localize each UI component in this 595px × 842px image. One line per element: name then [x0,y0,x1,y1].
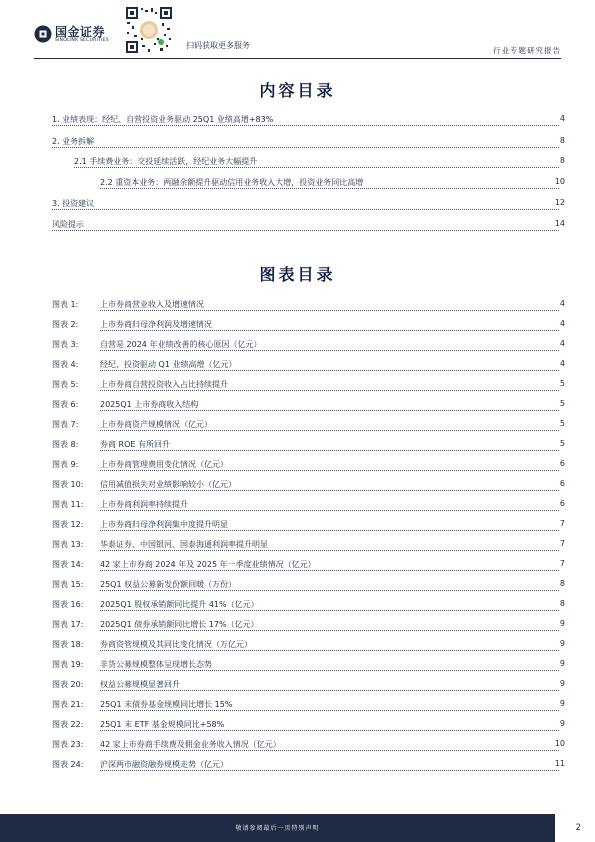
scan-for-service-text: 扫码获取更多服务 [186,41,250,50]
figure-number: 图表 23: [52,740,84,749]
figure-number: 图表 8: [52,440,79,449]
figure-number: 图表 24: [52,760,84,769]
figure-title[interactable]: 券商 ROE 有所回升 [100,440,170,449]
figure-page: 9 [553,719,565,728]
figure-title[interactable]: 2025Q1 债券承销额同比增长 17%（亿元） [100,620,259,629]
figure-list-item[interactable] [0,439,595,453]
figure-title[interactable]: 华泰证券、中国银河、国泰海通利润率提升明显 [100,540,268,549]
figure-number: 图表 12: [52,520,84,529]
figure-page: 8 [553,599,565,608]
figure-number: 图表 11: [52,500,84,509]
toc-item[interactable] [0,114,595,128]
figure-title[interactable]: 2025Q1 上市券商收入结构 [100,400,199,409]
toc-title: 内容目录 [259,81,336,100]
figure-list-item[interactable] [0,659,595,673]
figure-list-item[interactable] [0,719,595,733]
figure-title[interactable]: 上市券商自营投资收入占比持续提升 [100,380,228,389]
figure-page: 5 [553,399,565,408]
header-divider [34,58,561,59]
figure-number: 图表 18: [52,640,84,649]
figure-page: 7 [553,519,565,528]
figure-title[interactable]: 非货公募规模整体呈现增长态势 [100,660,212,669]
figure-list-item[interactable] [0,459,595,473]
figure-title[interactable]: 经纪、投资驱动 Q1 业绩高增（亿元） [100,360,237,369]
figure-page: 8 [553,579,565,588]
figure-page: 6 [553,499,565,508]
figure-list-item[interactable] [0,539,595,553]
toc-item-label[interactable]: 1. 业绩表现：经纪、自营投资业务驱动 25Q1 业绩高增+83% [52,115,274,124]
figure-page: 4 [553,339,565,348]
figure-title[interactable]: 25Q1 末债券基金规模同比增长 15% [100,700,233,709]
figure-list-item[interactable] [0,639,595,653]
figure-list-item[interactable] [0,299,595,313]
figure-page: 6 [553,459,565,468]
figure-page: 4 [553,299,565,308]
figure-number: 图表 6: [52,400,79,409]
figure-list-item[interactable] [0,379,595,393]
figure-title[interactable]: 上市券商管理费用变化情况（亿元） [100,460,228,469]
figure-page: 5 [553,379,565,388]
sinolink-logo-icon [34,25,52,43]
toc-item-label[interactable]: 风险提示 [52,220,84,229]
figure-page: 4 [553,319,565,328]
figure-title[interactable]: 42 家上市券商 2024 年及 2025 年一季度业绩情况（亿元） [100,560,316,569]
figure-page: 9 [553,619,565,628]
figure-list-title: 图表目录 [259,265,336,284]
figure-list-item[interactable] [0,359,595,373]
figure-page: 7 [553,539,565,548]
figure-number: 图表 22: [52,720,84,729]
leader-dots [52,219,559,231]
figure-page: 5 [553,419,565,428]
toc-item[interactable] [0,136,595,150]
figure-title[interactable]: 自营是 2024 年业绩改善的核心原因（亿元） [100,340,262,349]
figure-title[interactable]: 上市券商归母净利润及增速情况 [100,320,212,329]
figure-page: 9 [553,679,565,688]
toc-item[interactable] [0,198,595,212]
figure-list-item[interactable] [0,599,595,613]
toc-subitem-label[interactable]: 2.2 重资本业务：两融余额提升驱动信用业务收入大增，投资业务同比高增 [100,178,364,187]
figure-title[interactable]: 券商资管规模及其同比变化情况（万亿元） [100,640,252,649]
figure-title[interactable]: 25Q1 权益公募新发份额回暖（万份） [100,580,237,589]
toc-subitem[interactable] [0,156,595,170]
figure-title[interactable]: 信用减值损失对业绩影响较小（亿元） [100,480,236,489]
toc-item-label[interactable]: 3. 投资建议 [52,199,95,208]
figure-title[interactable]: 2025Q1 股权承销额同比提升 41%（亿元） [100,600,259,609]
figure-list-item[interactable] [0,619,595,633]
brand-name: 国金证券 [55,25,106,39]
figure-number: 图表 7: [52,420,79,429]
figure-number: 图表 16: [52,600,84,609]
figure-list-item[interactable] [0,499,595,513]
figure-number: 图表 5: [52,380,79,389]
footer-bar [0,814,555,842]
figure-page: 10 [554,739,565,748]
leader-dots [52,136,559,148]
figure-list-item[interactable] [0,479,595,493]
figure-title[interactable]: 上市券商资产规模情况（亿元） [100,420,212,429]
figure-title[interactable]: 上市券商利润率持续提升 [100,500,188,509]
leader-dots [52,198,559,210]
figure-title[interactable]: 25Q1 末 ETF 基金规模同比+58% [100,720,225,729]
figure-number: 图表 20: [52,680,84,689]
figure-title[interactable]: 42 家上市券商手续费及佣金业务收入情况（亿元） [100,740,281,749]
page-header [0,0,595,60]
toc-item[interactable] [0,219,595,233]
toc-item-page: 12 [554,198,565,207]
figure-page: 5 [553,439,565,448]
page-number: 2 [575,823,581,833]
figure-page: 4 [553,359,565,368]
figure-number: 图表 19: [52,660,84,669]
figure-number: 图表 1: [52,300,79,309]
figure-page: 7 [553,559,565,568]
figure-list-item[interactable] [0,699,595,713]
figure-list-item[interactable] [0,319,595,333]
figure-list-item[interactable] [0,519,595,533]
figure-page: 9 [553,699,565,708]
figure-number: 图表 13: [52,540,84,549]
figure-number: 图表 4: [52,360,79,369]
figure-number: 图表 21: [52,700,84,709]
figure-page: 9 [553,639,565,648]
figure-page: 9 [553,659,565,668]
figure-number: 图表 3: [52,340,79,349]
figure-list-item[interactable] [0,739,595,753]
toc-item-page: 8 [553,156,565,165]
qr-code-icon[interactable] [124,5,174,55]
figure-page: 11 [554,759,565,768]
toc-subitem-label[interactable]: 2.1 手续费业务：交投延续活跃，经纪业务大幅提升 [74,157,258,166]
report-type-label: 行业专题研究报告 [493,46,561,55]
figure-title[interactable]: 上市券商营业收入及增速情况 [100,300,204,309]
toc-item-page: 10 [554,177,565,186]
figure-number: 图表 14: [52,560,84,569]
page-footer [0,814,595,842]
figure-title[interactable]: 权益公募规模显著回升 [100,680,180,689]
toc-item-page: 8 [553,136,565,145]
figure-list-item[interactable] [0,339,595,353]
toc-item-page: 14 [554,219,565,228]
figure-list-item[interactable] [0,759,595,773]
toc-item-page: 4 [553,114,565,123]
figure-number: 图表 10: [52,480,84,489]
figure-title[interactable]: 上市券商归母净利润集中度提升明显 [100,520,228,529]
figure-list-item[interactable] [0,679,595,693]
figure-list-item[interactable] [0,579,595,593]
figure-list-item[interactable] [0,399,595,413]
figure-number: 图表 17: [52,620,84,629]
figure-list-item[interactable] [0,419,595,433]
toc-subitem[interactable] [0,177,595,191]
disclaimer-notice[interactable]: 敬请参阅最后一页特别声明 [235,825,320,832]
toc-item-label[interactable]: 2. 业务拆解 [52,137,95,146]
figure-page: 6 [553,479,565,488]
figure-title[interactable]: 沪深两市融资融券规模走势（亿元） [100,760,228,769]
figure-list-item[interactable] [0,559,595,573]
brand-name-en: SINOLINK SECURITIES [55,38,109,43]
figure-number: 图表 9: [52,460,79,469]
figure-number: 图表 15: [52,580,84,589]
figure-number: 图表 2: [52,320,79,329]
